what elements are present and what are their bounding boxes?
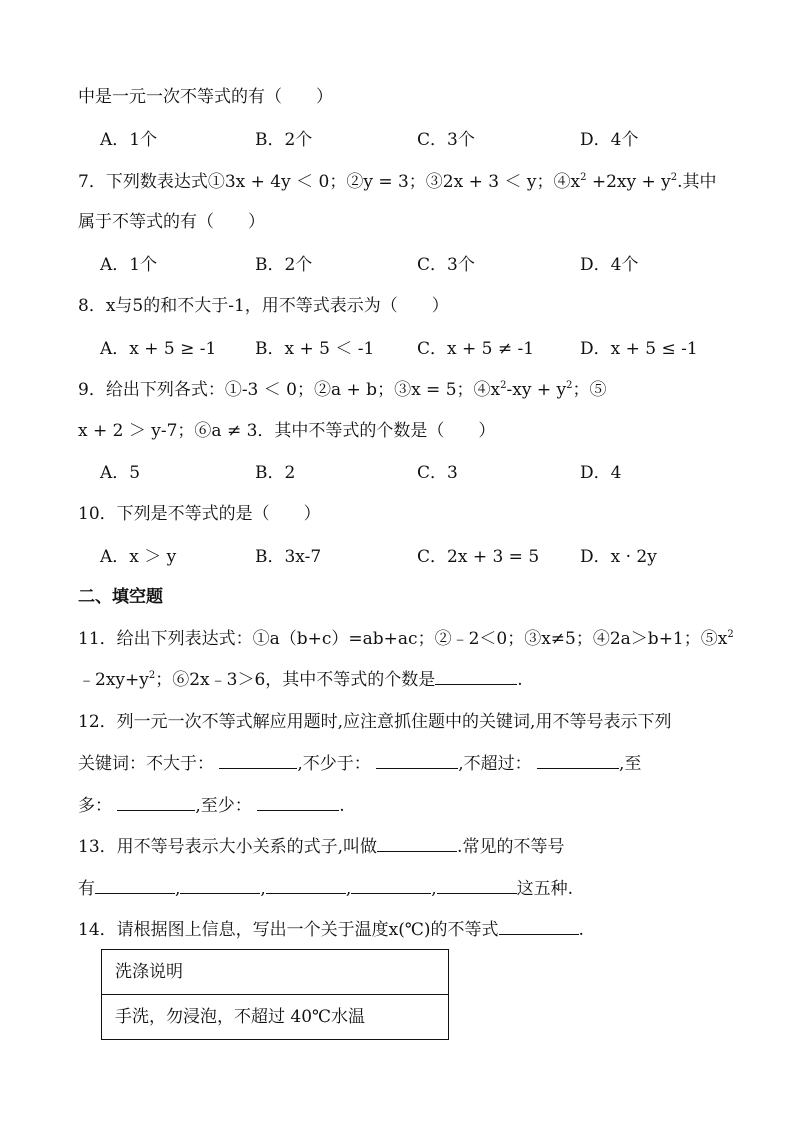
q13-text-c: 有: [78, 879, 95, 899]
q13-text-b: .常见的不等号: [457, 837, 565, 857]
q10-stem: 10．下列是不等式的是（ ）: [78, 504, 321, 524]
q13-line2: [78, 877, 573, 901]
q13-blank-4[interactable]: [266, 879, 346, 894]
q12-text-f: ,至少：: [195, 796, 252, 816]
q10-option-d: D．x · 2y: [580, 547, 657, 567]
q10-option-a: A．x ＞ y: [100, 547, 177, 567]
q7-option-b: B．2个: [255, 255, 313, 275]
q9-option-d: D．4: [580, 463, 622, 483]
q9-text-c: ；⑤: [572, 380, 607, 400]
q13-sep-2: ,: [260, 879, 266, 899]
q6-option-b: B．2个: [255, 130, 313, 150]
q11-sup-1: 2: [727, 629, 734, 640]
q14-stem: [78, 918, 584, 942]
q10-option-b: B．3x-7: [255, 547, 322, 567]
q11-period: .: [517, 670, 523, 690]
q12-text-a: 关键词：不大于：: [78, 754, 214, 774]
q7-sup-1: 2: [580, 172, 587, 183]
q13-blank-3[interactable]: [180, 879, 260, 894]
q11-sup-2: 2: [148, 670, 156, 681]
q14-period: .: [578, 920, 584, 940]
q8-stem: 8．x与5的和不大于-1，用不等式表示为（ ）: [78, 296, 449, 316]
washing-instructions-label: [101, 949, 449, 1040]
q12-text-c: ,不超过：: [458, 754, 532, 774]
q14-text-a: 14．请根据图上信息，写出一个关于温度x(℃)的不等式: [78, 920, 499, 940]
q12-blank-4[interactable]: [117, 796, 195, 811]
q11-text-b: ﹣2xy+y: [78, 670, 149, 690]
q8-option-d: D．x + 5 ≤ -1: [580, 339, 698, 359]
q8-option-b: B．x + 5 ＜ -1: [255, 339, 375, 359]
q8-option-a: A．x + 5 ≥ -1: [100, 339, 217, 359]
q13-text-d: 这五种.: [516, 879, 574, 899]
q9-stem-line2: x + 2 ＞ y-7；⑥a ≠ 3．其中不等式的个数是（ ）: [78, 421, 496, 441]
q6-option-a: A．1个: [100, 130, 158, 150]
q12-period: .: [339, 796, 345, 816]
q11-text-a: 11．给出下列表达式：①a（b+c）=ab+ac；②﹣2＜0；③x≠5；④2a＞b+1；⑤x: [78, 629, 728, 649]
q6-option-c: C．3个: [417, 130, 475, 150]
q7-option-d: D．4个: [580, 255, 639, 275]
q9-option-a: A．5: [100, 463, 141, 483]
q11-line1: [78, 627, 734, 651]
q12-text-b: ,不少于：: [297, 754, 371, 774]
q11-text-c: ；⑥2x﹣3＞6，其中不等式的个数是: [155, 670, 436, 690]
q13-blank-2[interactable]: [95, 879, 175, 894]
q7-stem: [78, 170, 717, 194]
q13-sep-4: ,: [431, 879, 437, 899]
q12-line1: 12．列一元一次不等式解应用题时,应注意抓住题中的关键词,用不等号表示下列: [78, 712, 672, 732]
section-heading-fill-in: 二、填空题: [78, 587, 163, 607]
q7-option-a: A．1个: [100, 255, 158, 275]
q12-blank-1[interactable]: [219, 754, 297, 769]
q14-answer-blank[interactable]: [499, 920, 579, 935]
q7-option-c: C．3个: [417, 255, 475, 275]
q13-text-a: 13．用不等号表示大小关系的式子,叫做: [78, 837, 378, 857]
q6-option-d: D．4个: [580, 130, 639, 150]
q7-text-a: 7．下列数表达式①3x + 4y ＜ 0；②y = 3；③2x + 3 ＜ y；④x: [78, 172, 581, 192]
q11-line2: [78, 668, 523, 692]
q13-blank-1[interactable]: [377, 837, 457, 852]
q9-option-c: C．3: [417, 463, 458, 483]
q12-blank-3[interactable]: [537, 754, 619, 769]
q6-stem: 中是一元一次不等式的有（ ）: [78, 87, 333, 107]
q9-text-b: -xy + y: [506, 380, 567, 400]
q9-sup-1: 2: [500, 380, 507, 391]
q7-sup-2: 2: [670, 172, 678, 183]
q9-text-a: 9．给出下列各式：①-3 ＜ 0；②a + b；③x = 5；④x: [78, 380, 501, 400]
q13-blank-6[interactable]: [437, 879, 517, 894]
washing-label-title: 洗涤说明: [102, 950, 448, 995]
q12-text-e: 多：: [78, 796, 112, 816]
q12-line3: [78, 794, 345, 818]
washing-label-body: 手洗，勿浸泡，不超过 40℃水温: [115, 1007, 366, 1027]
q9-option-b: B．2: [255, 463, 296, 483]
q9-sup-2: 2: [566, 380, 573, 391]
q12-text-d: ,至: [619, 754, 642, 774]
q13-sep-1: ,: [175, 879, 181, 899]
q7-text-b: +2xy + y: [586, 172, 671, 192]
q13-blank-5[interactable]: [351, 879, 431, 894]
q11-answer-blank[interactable]: [435, 670, 517, 685]
q13-line1: [78, 835, 564, 859]
q13-sep-3: ,: [345, 879, 352, 899]
q8-option-c: C．x + 5 ≠ -1: [417, 339, 535, 359]
q10-option-c: C．2x + 3 = 5: [417, 547, 540, 567]
q12-blank-2[interactable]: [376, 754, 458, 769]
q9-stem: [78, 378, 606, 402]
q7-text-c: .其中: [677, 172, 717, 192]
q7-stem-line2: 属于不等式的有（ ）: [78, 212, 265, 232]
q12-line2: [78, 752, 641, 776]
q12-blank-5[interactable]: [257, 796, 339, 811]
